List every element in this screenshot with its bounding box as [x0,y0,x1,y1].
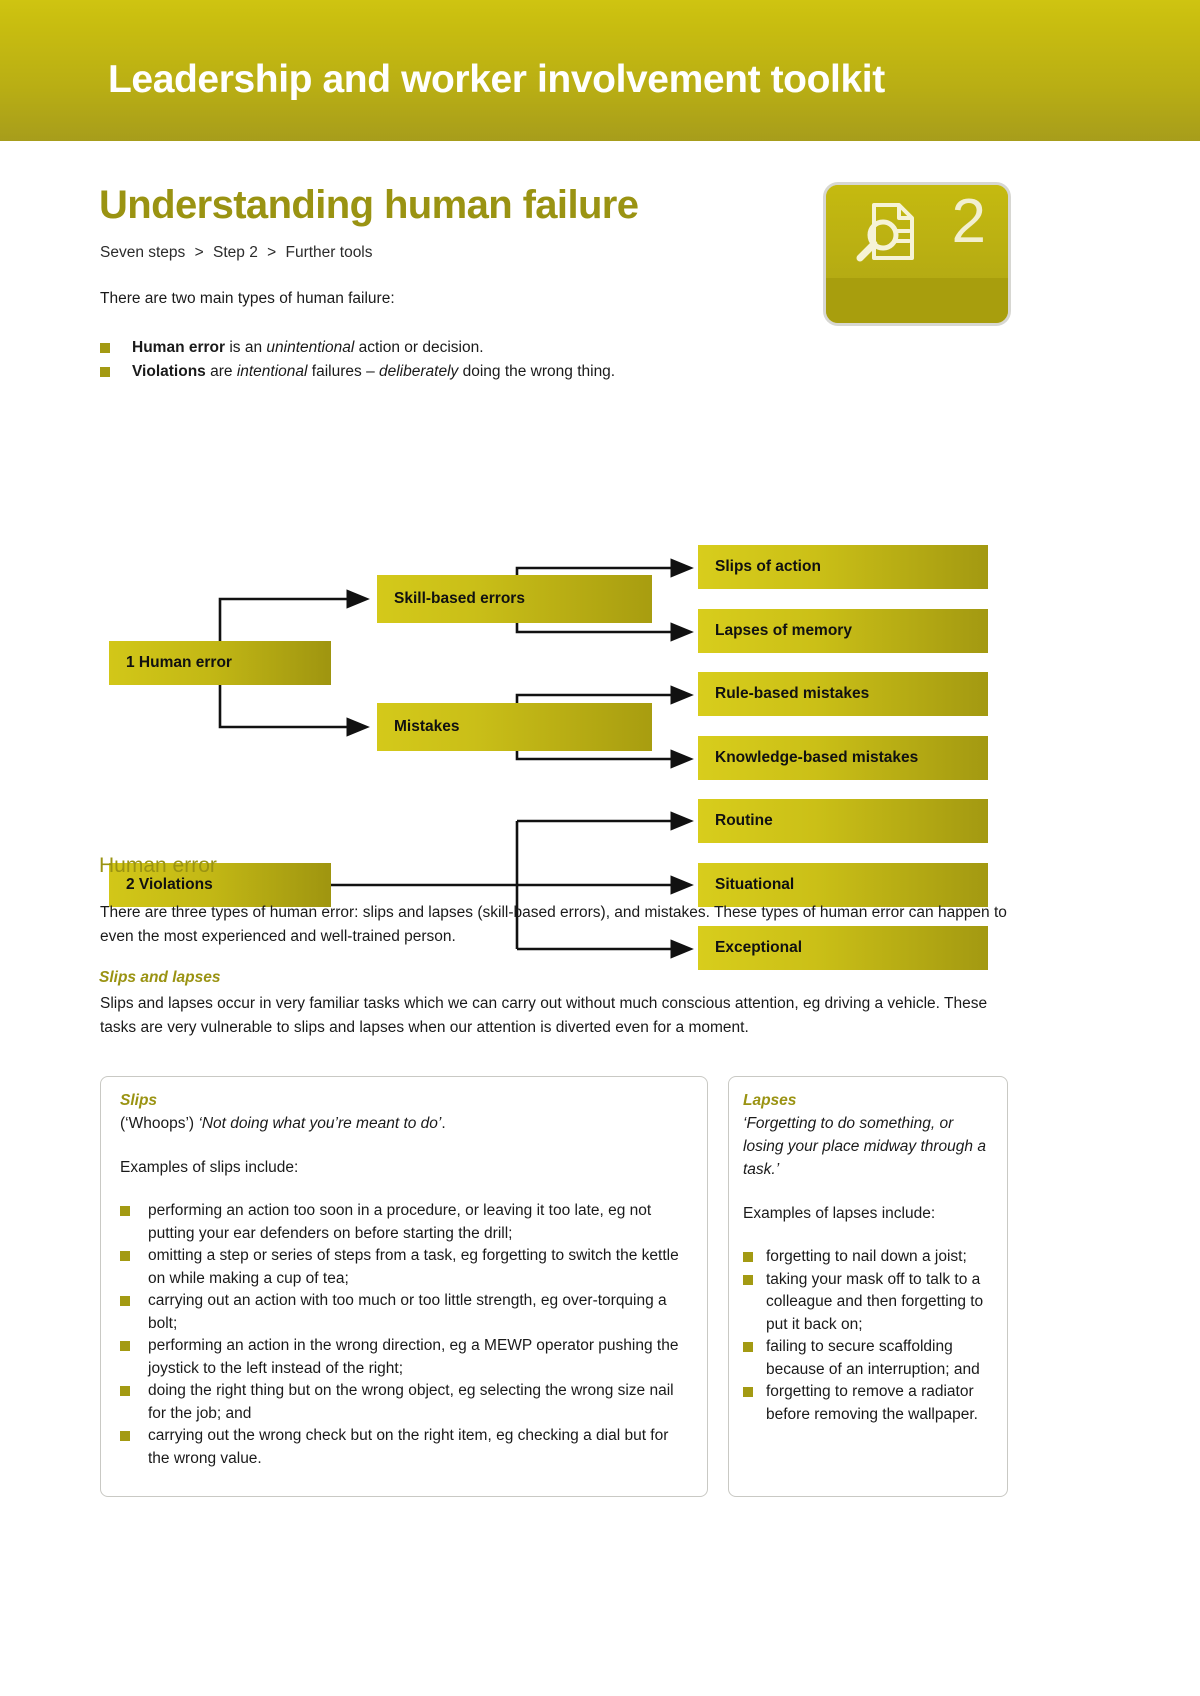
lapses-item-text: forgetting to nail down a joist; [766,1248,967,1265]
spacer [743,1181,991,1202]
bullet-italic-2a: intentional [236,363,308,380]
bullet-square-icon [120,1206,130,1216]
slips-item-text: doing the right thing but on the wrong object, eg selecting the wrong size nail for the job; and [148,1382,674,1422]
list-item [120,1245,688,1290]
intro-bullet-list [100,336,1000,384]
list-item [120,1290,688,1335]
bullet-square-icon [743,1387,753,1397]
slips-item-text: omitting a step or series of steps from a task, eg forgetting to switch the kettle on while making a cup of tea; [148,1247,679,1287]
lapses-panel-title: Lapses [743,1092,797,1109]
diagram-box-label: Exceptional [715,939,802,956]
bullet-mid-1: is an [225,339,267,356]
bullet-square-icon [743,1342,753,1352]
bullet-square-icon [120,1251,130,1261]
bullet-italic-1: unintentional [266,339,355,356]
diagram-box-label: Routine [715,812,773,829]
human-error-paragraph: There are three types of human error: slips and lapses (skill-based errors), and mistakes. These types of human error can happen to even the most experienced and well-trained person. [100,904,1007,945]
lapses-item-text: failing to secure scaffolding because of an interruption; and [766,1338,980,1378]
section-heading-human-error: Human error [99,854,217,877]
breadcrumb-item-2[interactable]: Step 2 [213,244,258,261]
breadcrumb-item-3[interactable]: Further tools [285,244,373,261]
spacer [120,1179,688,1200]
slips-item-text: carrying out the wrong check but on the right item, eg checking a dial but for the wrong value. [148,1427,669,1467]
slips-panel-definition [120,1112,688,1135]
diagram-box-routine [698,799,988,843]
spacer [120,1135,688,1156]
lapses-item-text: taking your mask off to talk to a colleague and then forgetting to put it back on; [766,1270,984,1333]
intro-bullet-text-1 [132,336,484,360]
list-item [743,1381,991,1426]
slips-examples-lead: Examples of slips include: [120,1159,299,1176]
bullet-square-icon [100,367,110,377]
bullet-square-icon [120,1296,130,1306]
bullet-square-icon [120,1431,130,1441]
intro-bullet-item-2 [100,360,1000,384]
bullet-tail-2: doing the wrong thing. [458,363,616,380]
slips-item-text: performing an action in the wrong direction, eg a MEWP operator pushing the joystick to the left instead of the right; [148,1337,679,1377]
diagram-box-lapses-of-memory [698,609,988,653]
list-item [743,1336,991,1381]
banner-title: Leadership and worker involvement toolkit [108,58,885,101]
bullet-tail-1: action or decision. [354,339,484,356]
breadcrumb-item-1[interactable]: Seven steps [100,244,186,261]
diagram-box-label: 2 Violations [126,876,213,893]
diagram-box-label: Situational [715,876,795,893]
breadcrumb-separator-2: > [267,244,277,261]
bullet-bold-term: Human error [132,339,226,356]
bullet-mid-2: are [205,363,237,380]
slips-item-text: carrying out an action with too much or too little strength, eg over-torquing a bolt; [148,1292,667,1332]
diagram-box-label: 1 Human error [126,654,232,671]
list-item [743,1246,991,1269]
list-item [743,1269,991,1337]
lapses-bullet-list [743,1246,991,1426]
diagram-box-label: Mistakes [394,718,460,735]
diagram-box-knowledge-based-mistakes [698,736,988,780]
bullet-square-icon [743,1252,753,1262]
diagram-box-label: Slips of action [715,558,821,575]
diagram-box-label: Skill-based errors [394,590,525,607]
spacer [743,1225,991,1246]
slips-item-text: performing an action too soon in a procedure, or leaving it too late, eg not putting your ear defenders on before starting the drill; [148,1202,652,1242]
human-failure-diagram [0,399,1200,819]
slips-panel [100,1076,708,1497]
lapses-panel-definition: ‘Forgetting to do something, or losing your place midway through a task.’ [743,1115,986,1178]
diagram-box-mistakes [377,703,652,751]
intro-bullet-text-2 [132,360,615,384]
lapses-item-text: forgetting to remove a radiator before removing the wallpaper. [766,1383,978,1423]
breadcrumb-separator-1: > [194,244,204,261]
bullet-bold-term: Violations [132,363,206,380]
breadcrumb [100,244,373,262]
slips-bullet-list [120,1200,688,1470]
list-item [120,1380,688,1425]
bullet-mid-2b: failures – [307,363,379,380]
diagram-box-slips-of-action [698,545,988,589]
slips-definition-italic: ‘Not doing what you’re meant to do’ [198,1115,442,1132]
page-banner [0,0,1200,141]
slips-definition-tail: . [441,1115,446,1132]
diagram-box-label: Lapses of memory [715,622,852,639]
bullet-square-icon [120,1386,130,1396]
list-item [120,1425,688,1470]
slips-panel-title: Slips [120,1092,158,1109]
badge-bottom-panel [826,278,1008,323]
page-title: Understanding human failure [99,183,639,227]
bullet-italic-2b: deliberately [379,363,459,380]
diagram-box-human-error [109,641,331,685]
bullet-square-icon [743,1275,753,1285]
list-item [120,1200,688,1245]
intro-lead-text: There are two main types of human failure: [100,290,395,307]
diagram-box-label: Rule-based mistakes [715,685,870,702]
subheading-slips-and-lapses: Slips and lapses [99,969,221,986]
list-item [120,1335,688,1380]
bullet-square-icon [120,1341,130,1351]
document-magnifier-icon [852,201,922,267]
bullet-square-icon [100,343,110,353]
slips-and-lapses-paragraph: Slips and lapses occur in very familiar tasks which we can carry out without much conscious attention, eg driving a vehicle. These tasks are very vulnerable to slips and lapses when our attention is diverted even for a moment. [100,995,988,1036]
lapses-panel [728,1076,1008,1497]
slips-definition-plain: (‘Whoops’) [120,1115,199,1132]
badge-step-number: 2 [951,187,986,256]
lapses-examples-lead: Examples of lapses include: [743,1205,936,1222]
step-badge [826,185,1008,323]
diagram-box-rule-based-mistakes [698,672,988,716]
diagram-box-skill-based-errors [377,575,652,623]
intro-bullet-item-1 [100,336,1000,360]
diagram-box-label: Knowledge-based mistakes [715,749,919,766]
